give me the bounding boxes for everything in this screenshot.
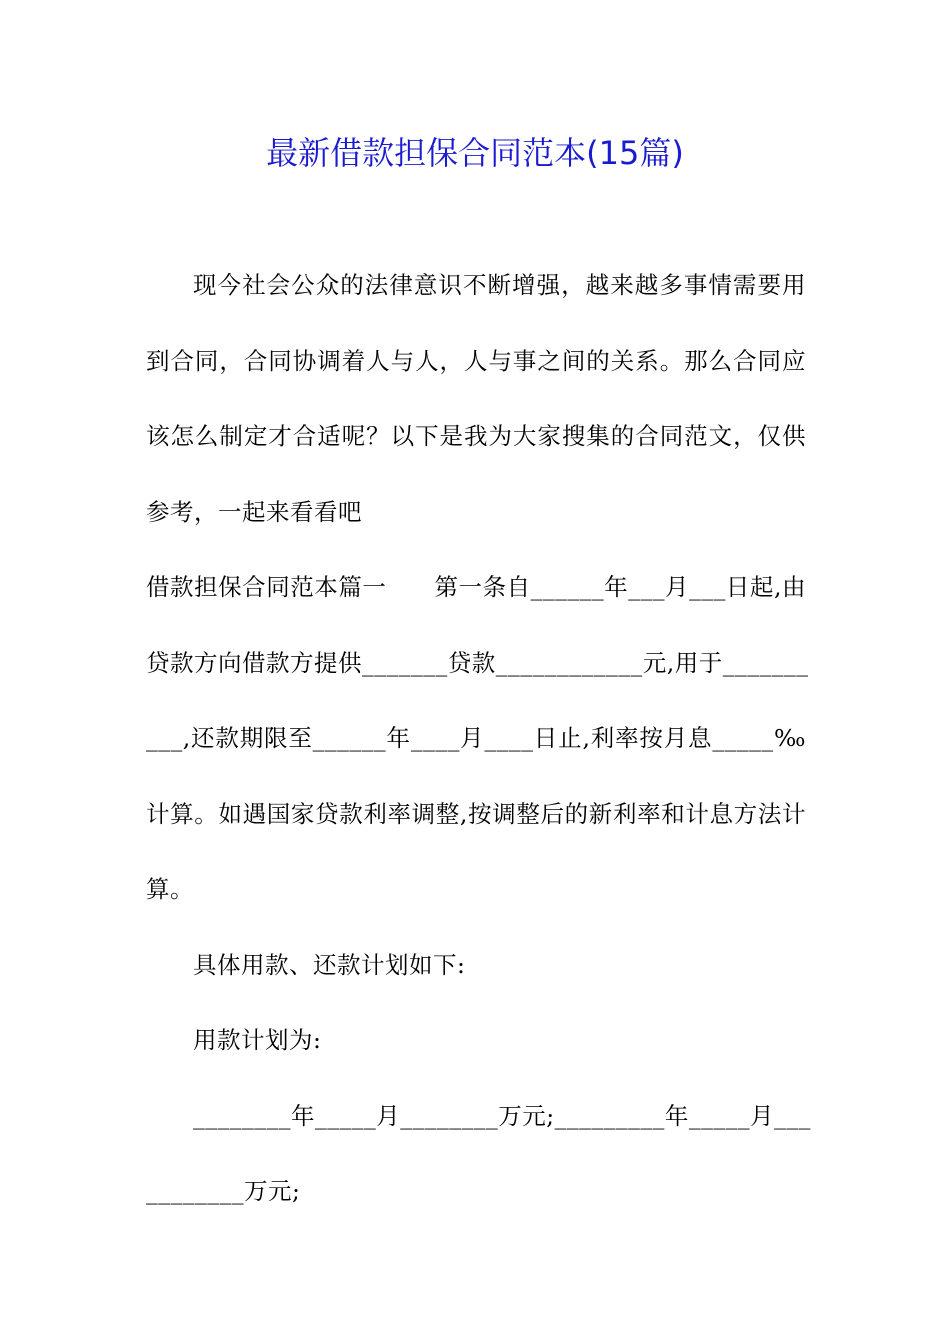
paragraph-line: 借款担保合同范本篇一 第一条自______年___月___日起,由	[146, 573, 806, 601]
paragraph-line: 该怎么制定才合适呢？以下是我为大家搜集的合同范文，仅供	[146, 422, 806, 450]
paragraph-line: 用款计划为:	[193, 1026, 322, 1054]
paragraph-line: 算。	[146, 875, 194, 903]
paragraph-line: 具体用款、还款计划如下:	[193, 950, 466, 979]
paragraph-line: 参考，一起来看看吧	[146, 497, 362, 526]
paragraph-line: 贷款方向借款方提供_______贷款____________元,用于_______	[146, 648, 809, 677]
paragraph-line: 现今社会公众的法律意识不断增强，越来越多事情需要用	[193, 271, 806, 299]
paragraph-line: ________年_____月________万元;_________年_____月___	[193, 1101, 811, 1130]
document-body	[146, 260, 811, 1242]
paragraph-line: ________万元;	[146, 1177, 301, 1205]
paragraph-line: ___,还款期限至______年____月____日止,利率按月息_____‰	[146, 724, 806, 752]
document-title: 最新借款担保合同范本(15篇)	[266, 134, 684, 172]
paragraph-line: 到合同，合同协调着人与人，人与事之间的关系。那么合同应	[146, 346, 806, 375]
paragraph-line: 计算。如遇国家贷款利率调整,按调整后的新利率和计息方法计	[146, 799, 806, 828]
